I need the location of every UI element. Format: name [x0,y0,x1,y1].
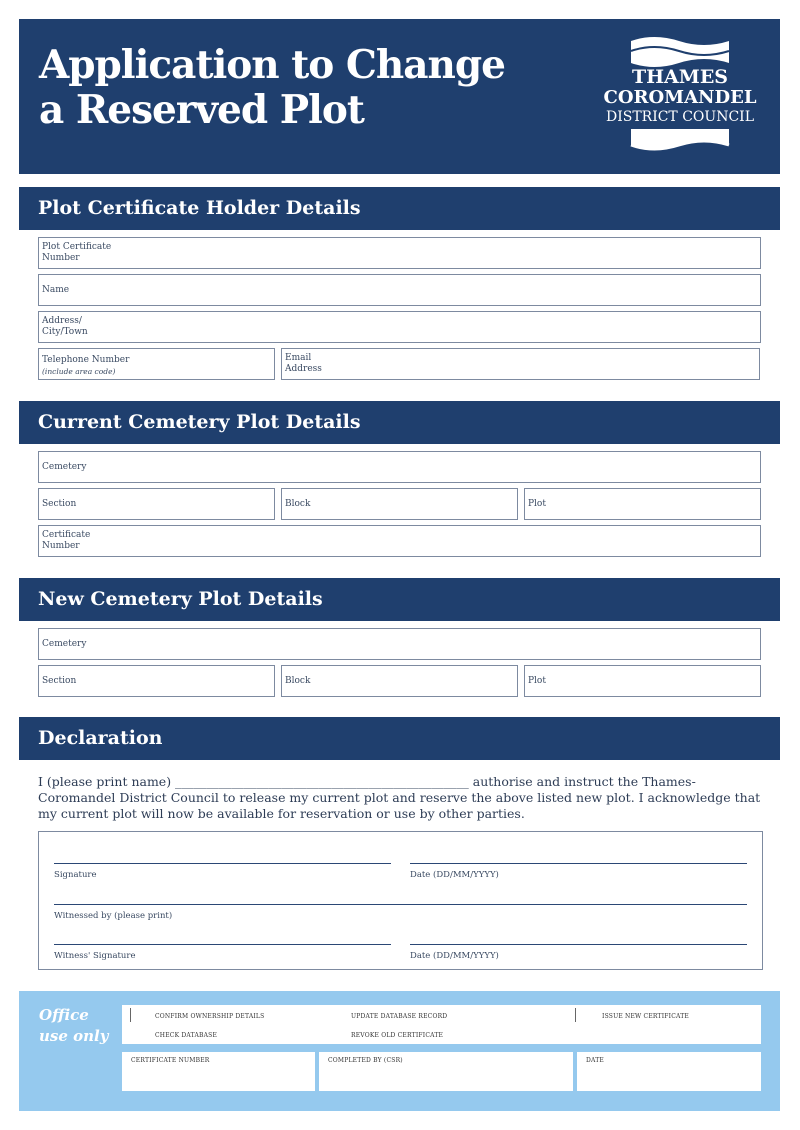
field-label: Number [42,541,80,551]
current-plot-field[interactable] [524,488,761,520]
plot-certificate-number-field[interactable] [38,237,761,269]
field-label: Cemetery [42,462,87,472]
witness-signature-line[interactable] [54,944,391,945]
address-field[interactable] [38,311,761,343]
field-label: Block [285,499,311,509]
check-database-item[interactable]: CHECK DATABASE [155,1032,218,1039]
new-plot-field[interactable] [524,665,761,697]
box-label: COMPLETED BY (CSR) [328,1057,403,1064]
new-section-field[interactable] [38,665,275,697]
current-certificate-number-field[interactable] [38,525,761,557]
field-label: Telephone Number [42,355,130,365]
title-line-1: Application to Change [39,42,505,88]
checkbox[interactable] [575,1008,576,1022]
certificate-number-box[interactable] [122,1052,315,1091]
email-field[interactable] [281,348,760,380]
field-label: Name [42,285,70,295]
box-label: CERTIFICATE NUMBER [131,1057,210,1064]
office-title-line: Office [39,1006,89,1024]
field-label: Number [42,253,80,263]
field-label: Block [285,676,311,686]
field-label: City/Town [42,327,88,337]
signature-label: Signature [54,870,97,880]
svg-text:COROMANDEL: COROMANDEL [603,87,757,108]
update-database-item[interactable]: UPDATE DATABASE RECORD [351,1013,448,1020]
revoke-certificate-item[interactable]: REVOKE OLD CERTIFICATE [351,1032,444,1039]
field-hint: (include area code) [42,367,116,376]
field-label: Certificate [42,530,91,540]
confirm-ownership-item[interactable]: CONFIRM OWNERSHIP DETAILS [155,1013,265,1020]
office-checklist [122,1005,761,1044]
telephone-field[interactable] [38,348,275,380]
title-line-2: a Reserved Plot [39,87,364,133]
signature-line[interactable] [54,863,391,864]
name-field[interactable] [38,274,761,306]
current-cemetery-field[interactable] [38,451,761,483]
field-label: Email [285,353,312,363]
field-label: Address [285,364,322,374]
issue-certificate-item[interactable]: ISSUE NEW CERTIFICATE [602,1013,689,1020]
current-section-field[interactable] [38,488,275,520]
office-use-title [39,1005,108,1047]
completed-by-box[interactable] [319,1052,573,1091]
office-title-line: use only [39,1027,109,1045]
witness-signature-label: Witness' Signature [54,951,136,961]
field-label: Section [42,499,77,509]
header-banner [19,19,780,174]
signature-box [38,831,763,970]
office-use-panel [19,991,780,1111]
date-line[interactable] [410,863,747,864]
field-label: Cemetery [42,639,87,649]
council-logo [594,33,764,158]
svg-text:THAMES: THAMES [631,66,729,88]
witness-date-line[interactable] [410,944,747,945]
declaration-text: I (please print name) _______________________________________________ authorise and instruct the Thames-Coromandel District Council to release my current plot and reserve the above listed new plot. I acknowledge that my current plot will now be available for reservation or use by other parties. [38,774,761,821]
section-current-title: Current Cemetery Plot Details [19,401,780,444]
page-title [39,43,505,133]
field-label: Section [42,676,77,686]
section-new-title: New Cemetery Plot Details [19,578,780,621]
witnessed-by-label: Witnessed by (please print) [54,911,173,921]
section-holder-title: Plot Certificate Holder Details [19,187,780,230]
svg-text:DISTRICT COUNCIL: DISTRICT COUNCIL [605,109,755,125]
witness-date-label: Date (DD/MM/YYYY) [410,951,499,961]
field-label: Plot [528,499,546,509]
field-label: Plot Certificate [42,242,112,252]
section-declaration-title: Declaration [19,717,780,760]
witnessed-by-line[interactable] [54,904,747,905]
new-block-field[interactable] [281,665,518,697]
checkbox[interactable] [130,1008,131,1022]
field-label: Plot [528,676,546,686]
date-label: Date (DD/MM/YYYY) [410,870,499,880]
office-date-box[interactable] [577,1052,761,1091]
current-block-field[interactable] [281,488,518,520]
box-label: DATE [586,1057,604,1064]
new-cemetery-field[interactable] [38,628,761,660]
field-label: Address/ [42,316,82,326]
